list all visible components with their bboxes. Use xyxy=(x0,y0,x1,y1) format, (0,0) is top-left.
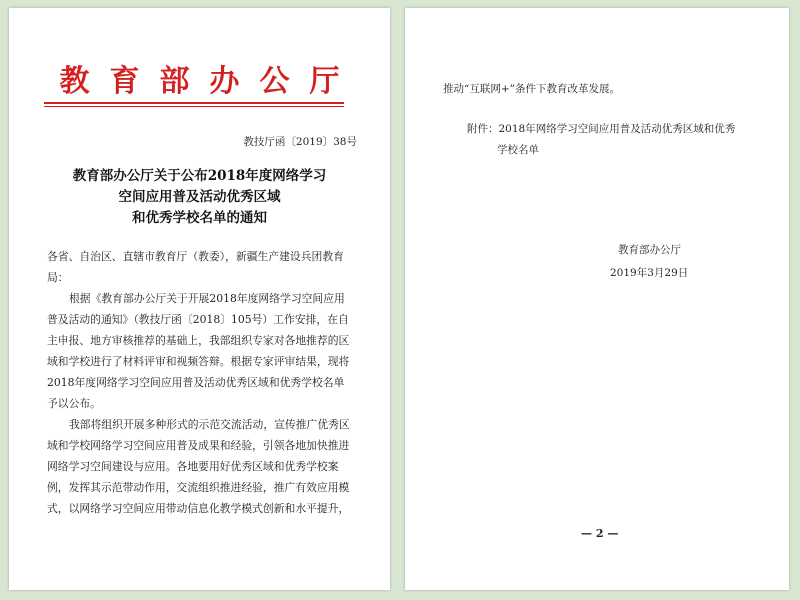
document-page-2 xyxy=(405,8,789,590)
notice-title xyxy=(9,166,390,229)
title-line: 空间应用普及活动优秀区域 xyxy=(118,189,281,205)
masthead-title: 教育部办公厅 xyxy=(59,64,360,99)
attachment-line: 学校名单 xyxy=(497,144,539,156)
body-line: 主申报、地方审核推荐的基础上，我部组织专家对各地推荐的区 xyxy=(47,334,350,347)
continuation-text: 推动“互联网+”条件下教育改革发展。 xyxy=(443,83,621,95)
body-line: 根据《教育部办公厅关于开展2018年度网络学习空间应用 xyxy=(69,292,345,305)
document-number: 教技厅函〔2019〕38号 xyxy=(243,136,357,148)
document-page-1 xyxy=(9,8,390,590)
body-line: 域和学校网络学习空间应用普及成果和经验，引领各地加快推进 xyxy=(47,439,350,452)
attachment-line: 附件：2018年网络学习空间应用普及活动优秀区域和优秀 xyxy=(467,123,736,135)
title-line: 教育部办公厅关于公布2018年度网络学习 xyxy=(72,168,327,184)
body-line: 普及活动的通知》（教技厅函〔2018〕105号）工作安排，在自 xyxy=(47,313,349,326)
body-line: 予以公布。 xyxy=(47,397,101,410)
body-line: 各省、自治区、直辖市教育厅（教委），新疆生产建设兵团教育 xyxy=(47,250,344,263)
body-line: 域和学校进行了材料评审和视频答辩。根据专家评审结果，现将 xyxy=(47,355,350,368)
attachment-note xyxy=(467,119,735,161)
red-divider-line xyxy=(44,102,344,104)
red-divider-line-thin xyxy=(44,106,344,107)
notice-body xyxy=(47,246,361,519)
page-number: — 2 — xyxy=(581,527,619,540)
issue-date: 2019年3月29日 xyxy=(610,267,689,279)
body-line: 例，发挥其示范带动作用，交流组织推进经验，推广有效应用模 xyxy=(47,481,350,494)
body-line: 局： xyxy=(47,271,69,284)
body-line: 式，以网络学习空间应用带动信息化教学模式创新和水平提升， xyxy=(47,502,350,515)
body-line: 我部将组织开展多种形式的示范交流活动，宣传推广优秀区 xyxy=(69,418,350,431)
issuer-name: 教育部办公厅 xyxy=(618,244,681,256)
body-line: 2018年度网络学习空间应用普及活动优秀区域和优秀学校名单 xyxy=(47,376,345,389)
body-line: 网络学习空间建设与应用。各地要用好优秀区域和优秀学校案 xyxy=(47,460,339,473)
title-line: 和优秀学校名单的通知 xyxy=(132,210,267,226)
